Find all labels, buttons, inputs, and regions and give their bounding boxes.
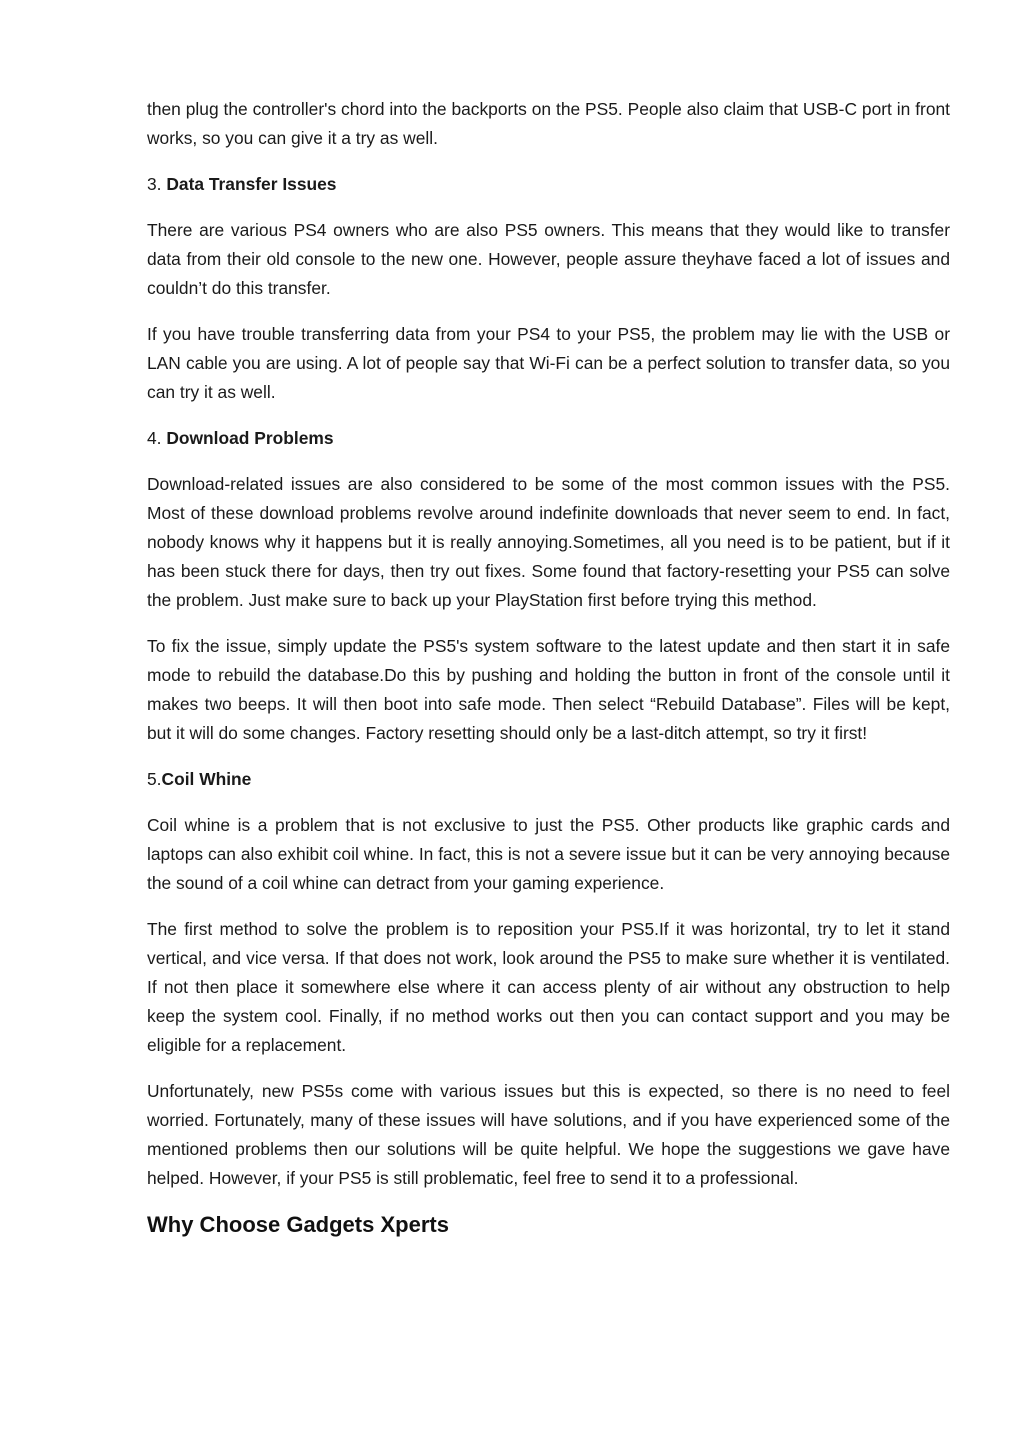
- heading-title: Download Problems: [166, 428, 334, 448]
- paragraph-coil-whine: Coil whine is a problem that is not exclusive to just the PS5. Other products like graphic cards and laptops can also exhibit coil whine. In fact, this is not a severe issue but it can be very annoying because the sound of a coil whine can detract from your gaming experience.: [147, 815, 950, 893]
- paragraph-safe-mode-fix: To fix the issue, simply update the PS5's system software to the latest update and then start it in safe mode to rebuild the database.Do this by pushing and holding the button in front of the console until it makes two beeps. It will then boot into safe mode. Then select “Rebuild Database”. Files will be kept, but it will do some changes. Factory resetting should only be a last-ditch attempt, so try it first!: [147, 636, 950, 743]
- heading-title: Coil Whine: [161, 769, 252, 789]
- heading-number: 4.: [147, 428, 167, 448]
- section-heading: Why Choose Gadgets Xperts: [147, 1212, 449, 1237]
- heading-number: 3.: [147, 174, 167, 194]
- heading-coil-whine: [147, 765, 950, 794]
- heading-number: 5.: [147, 769, 162, 789]
- paragraph-usb-c: then plug the controller's chord into the backports on the PS5. People also claim that USB-C port in front works, so you can give it a try as well.: [147, 99, 950, 148]
- heading-download-problems: [147, 424, 950, 453]
- document-page: [147, 95, 950, 1240]
- paragraph-download-issues: Download-related issues are also considered to be some of the most common issues with the PS5. Most of these download problems revolve around indefinite downloads that never seem to end. In fact, nobody knows why it happens but it is really annoying.Sometimes, all you need is to be patient, but if it has been stuck there for days, then try out fixes. Some found that factory-resetting your PS5 can solve the problem. Just make sure to back up your PlayStation first before trying this method.: [147, 474, 950, 610]
- paragraph-reposition: The first method to solve the problem is to reposition your PS5.If it was horizontal, try to let it stand vertical, and vice versa. If that does not work, look around the PS5 to make sure whether it is ventilated. If not then place it somewhere else where it can access plenty of air without any obstruction to help keep the system cool. Finally, if no method works out then you can contact support and you may be eligible for a replacement.: [147, 919, 950, 1055]
- paragraph-conclusion: Unfortunately, new PS5s come with various issues but this is expected, so there is no need to feel worried. Fortunately, many of these issues will have solutions, and if you have experienced some of the mentioned problems then our solutions will be quite helpful. We hope the suggestions we gave have helped. However, if your PS5 is still problematic, feel free to send it to a professional.: [147, 1081, 950, 1188]
- paragraph-ps4-owners: There are various PS4 owners who are also PS5 owners. This means that they would like to transfer data from their old console to the new one. However, people assure theyhave faced a lot of issues and couldn’t do this transfer.: [147, 220, 950, 298]
- heading-data-transfer: [147, 170, 950, 199]
- heading-title: Data Transfer Issues: [166, 174, 337, 194]
- paragraph-transfer-trouble: If you have trouble transferring data from your PS4 to your PS5, the problem may lie with the USB or LAN cable you are using. A lot of people say that Wi-Fi can be a perfect solution to transfer data, so you can try it as well.: [147, 324, 950, 402]
